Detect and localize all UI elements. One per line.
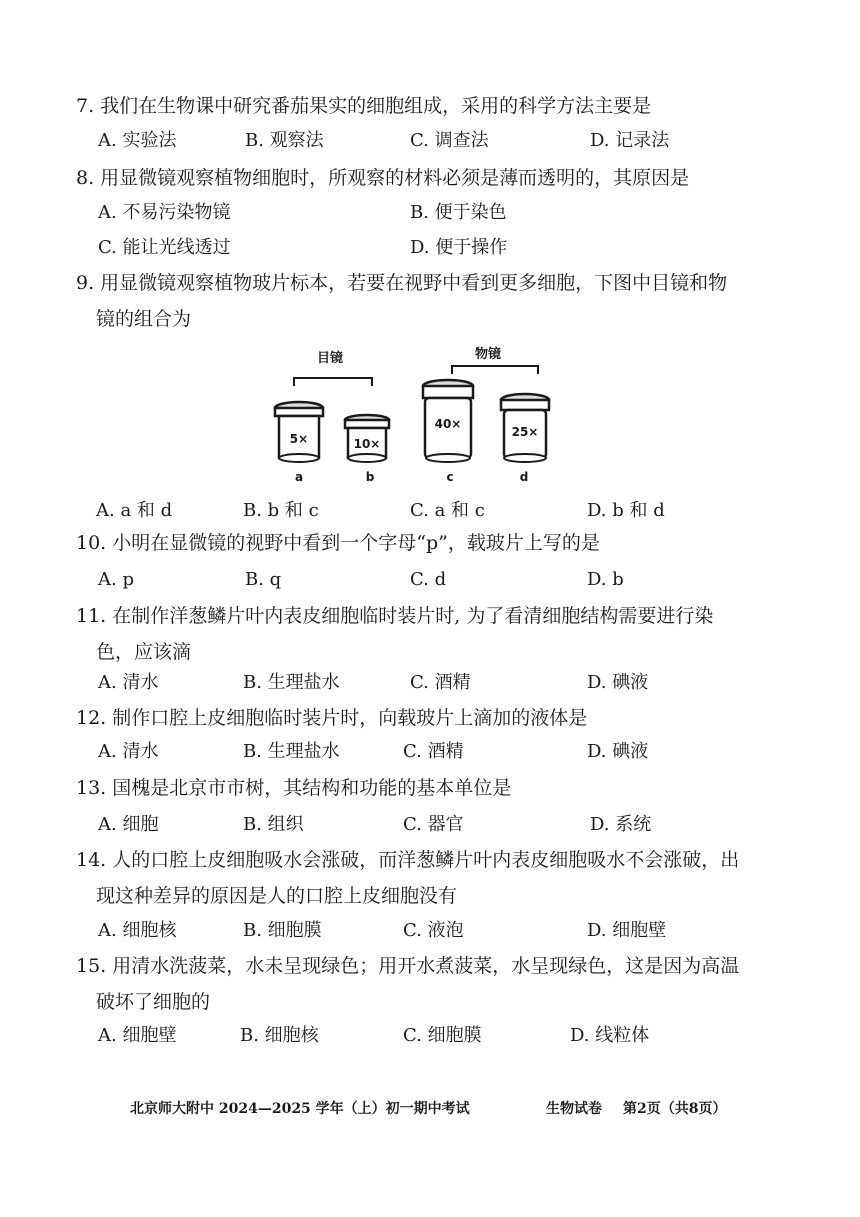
lens-a-letter: a	[294, 470, 304, 484]
option-b: B. 便于染色	[410, 202, 507, 223]
option-d: D. b	[587, 569, 624, 590]
option-d: D. 记录法	[590, 130, 670, 151]
objective-label: 物镜	[474, 347, 502, 362]
lens-d-magnification: 25×	[511, 425, 539, 439]
option-d: D. 便于操作	[410, 237, 508, 258]
question-stem: 11. 在制作洋葱鳞片叶内表皮细胞临时装片时, 为了看清细胞结构需要进行染	[76, 605, 714, 627]
option-c: C. 细胞膜	[403, 1025, 482, 1046]
footer-subject: 生物试卷	[546, 1101, 602, 1117]
option-c: C. d	[410, 569, 447, 590]
option-c: C. 液泡	[403, 920, 464, 941]
option-b: B. 细胞核	[240, 1025, 319, 1046]
lens-a-magnification: 5×	[289, 432, 309, 446]
question-stem: 10. 小明在显微镜的视野中看到一个字母“p”，载玻片上写的是	[76, 532, 600, 554]
option-a: A. 细胞壁	[98, 1025, 177, 1046]
question-stem-continued: 色，应该滴	[96, 641, 192, 663]
option-a: A. 实验法	[98, 130, 177, 151]
lens-figure	[262, 338, 562, 488]
option-b: B. q	[245, 569, 282, 590]
question-stem: 14. 人的口腔上皮细胞吸水会涨破，而洋葱鳞片叶内表皮细胞吸水不会涨破，出	[76, 849, 740, 871]
question-stem: 12. 制作口腔上皮细胞临时装片时，向载玻片上滴加的液体是	[76, 707, 588, 729]
option-a: A. p	[98, 569, 134, 590]
option-b: B. 细胞膜	[243, 920, 322, 941]
question-stem: 8. 用显微镜观察植物细胞时，所观察的材料必须是薄而透明的，其原因是	[76, 167, 690, 189]
option-c: C. 调查法	[410, 130, 489, 151]
objective-bracket	[452, 366, 538, 374]
option-a: A. 细胞核	[98, 920, 177, 941]
option-a: A. 不易污染物镜	[98, 202, 231, 223]
option-a: A. 细胞	[98, 814, 159, 835]
lens-d	[501, 394, 549, 484]
option-b: B. 观察法	[245, 130, 324, 151]
lens-d-letter: d	[519, 470, 529, 484]
lens-b	[345, 415, 389, 484]
eyepiece-bracket	[294, 378, 372, 386]
question-stem: 13. 国槐是北京市市树，其结构和功能的基本单位是	[76, 777, 512, 799]
option-b: B. 生理盐水	[243, 672, 340, 693]
question-stem-continued: 现这种差异的原因是人的口腔上皮细胞没有	[96, 885, 458, 907]
lens-a	[275, 402, 323, 484]
lens-c-letter: c	[446, 470, 454, 484]
option-a: A. 清水	[98, 741, 159, 762]
option-c: C. a 和 c	[410, 500, 485, 521]
lens-c-magnification: 40×	[434, 417, 462, 431]
question-stem: 7. 我们在生物课中研究番茄果实的细胞组成，采用的科学方法主要是	[76, 95, 652, 117]
option-b: B. 生理盐水	[243, 741, 340, 762]
footer-school: 北京师大附中 2024—2025 学年（上）初一期中考试	[130, 1101, 470, 1117]
option-d: D. 碘液	[587, 672, 649, 693]
option-b: B. 组织	[243, 814, 304, 835]
question-stem-continued: 破坏了细胞的	[96, 991, 211, 1013]
lens-c	[423, 380, 473, 484]
eyepiece-label: 目镜	[316, 351, 344, 366]
option-c: C. 器官	[403, 814, 464, 835]
option-d: D. 线粒体	[570, 1025, 650, 1046]
option-d: D. 细胞壁	[587, 920, 667, 941]
option-d: D. 系统	[590, 814, 652, 835]
lens-b-letter: b	[365, 470, 375, 484]
option-a: A. 清水	[98, 672, 159, 693]
footer-page-number: 第2页（共8页）	[623, 1101, 727, 1117]
option-d: D. b 和 d	[587, 500, 665, 521]
option-b: B. b 和 c	[243, 500, 319, 521]
question-stem-continued: 镜的组合为	[96, 308, 192, 330]
option-c: C. 酒精	[403, 741, 464, 762]
lens-b-magnification: 10×	[353, 437, 381, 451]
option-d: D. 碘液	[587, 741, 649, 762]
question-stem: 15. 用清水洗菠菜，水未呈现绿色；用开水煮菠菜，水呈现绿色，这是因为高温	[76, 955, 740, 977]
option-a: A. a 和 d	[96, 500, 173, 521]
option-c: C. 能让光线透过	[98, 237, 231, 258]
option-c: C. 酒精	[410, 672, 471, 693]
question-stem: 9. 用显微镜观察植物玻片标本，若要在视野中看到更多细胞，下图中目镜和物	[76, 272, 728, 294]
